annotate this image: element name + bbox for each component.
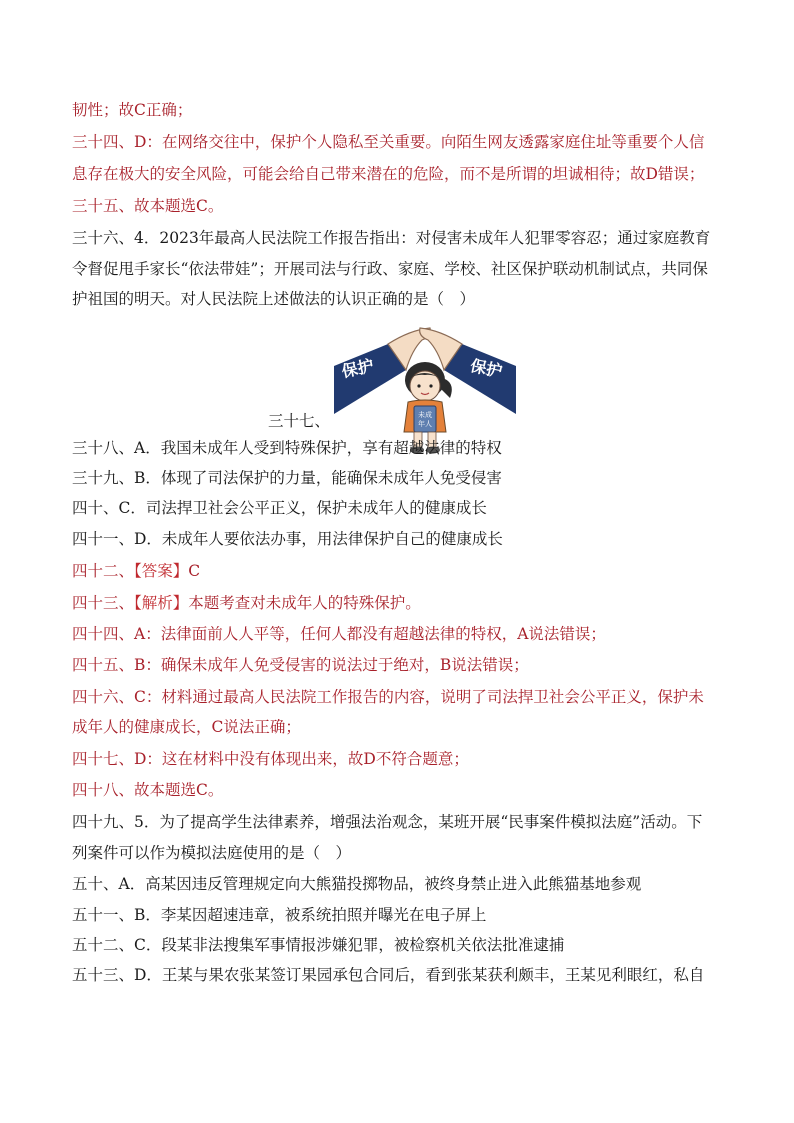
analysis-line: 四十七、D：这在材料中没有体现出来，故D不符合题意； [72, 750, 469, 768]
answer-value: C [188, 562, 201, 580]
option-b: 五十一、B．李某因超速违章，被系统拍照并曝光在电子屏上 [72, 906, 487, 924]
analysis-prefix: 四十三、 [72, 594, 135, 612]
answer-tag: 【答案】 [134, 562, 189, 580]
option-d: 五十三、D．王某与果农张某签订果园承包合同后，看到张某获利颇丰，王某见利眼红，私自 [72, 966, 705, 984]
right-protect-label: 保护 [468, 355, 504, 382]
option-d: 四十一、D．未成年人要依法办事，用法律保护自己的健康成长 [72, 530, 503, 548]
question-text: 四十九、5．为了提高学生法律素养，增强法治观念，某班开展“民事案件模拟法庭”活动。下 [72, 813, 703, 831]
left-protect-label: 保护 [340, 355, 376, 382]
apron-icon [414, 406, 436, 432]
question-text: 护祖国的明天。对人民法院上述做法的认识正确的是（ ） [72, 290, 476, 308]
question-text: 三十六、4．2023年最高人民法院工作报告指出：对侵害未成年人犯罪零容忍；通过家庭教育 [72, 229, 711, 247]
option-b: 三十九、B．体现了司法保护的力量，能确保未成年人免受侵害 [72, 469, 502, 487]
figure-caption: 三十七、 [268, 412, 331, 430]
answer-line [72, 561, 200, 581]
option-c: 四十、C．司法捍卫社会公平正义，保护未成年人的健康成长 [72, 499, 487, 517]
analysis-tag: 【解析】 [134, 594, 189, 612]
apron-label: 未成 [418, 411, 432, 419]
text-line: 息存在极大的安全风险，可能会给自己带来潜在的危险，而不是所谓的坦诚相待；故D错误； [72, 165, 705, 183]
protection-illustration [332, 322, 518, 456]
answer-prefix: 四十二、 [72, 562, 135, 580]
analysis-line: 四十八、故本题选C。 [72, 781, 224, 799]
analysis-line: 四十五、B：确保未成年人免受侵害的说法过于绝对，B说法错误； [72, 656, 529, 674]
question-text: 令督促甩手家长“依法带娃”；开展司法与行政、家庭、学校、社区保护联动机制试点，共同保 [72, 260, 708, 278]
option-a: 三十八、A．我国未成年人受到特殊保护，享有超越法律的特权 [72, 439, 502, 457]
text-line: 三十四、D：在网络交往中，保护个人隐私至关重要。向陌生网友透露家庭住址等重要个人信 [72, 133, 705, 151]
analysis-line: 成年人的健康成长，C说法正确； [72, 718, 301, 736]
text-line: 三十五、故本题选C。 [72, 197, 224, 215]
analysis-line: 四十六、C：材料通过最高人民法院工作报告的内容，说明了司法捍卫社会公平正义，保护未 [72, 688, 704, 706]
analysis-text: 本题考查对未成年人的特殊保护。 [188, 594, 421, 612]
option-a: 五十、A．高某因违反管理规定向大熊猫投掷物品，被终身禁止进入此熊猫基地参观 [72, 875, 642, 893]
text-line: 韧性；故C正确； [72, 101, 193, 119]
analysis-line: 四十四、A：法律面前人人平等，任何人都没有超越法律的特权，A说法错误； [72, 625, 606, 643]
protection-illustration-svg [332, 322, 518, 456]
apron-label: 年人 [418, 420, 432, 428]
analysis-line [72, 593, 421, 613]
option-c: 五十二、C．段某非法搜集军事情报涉嫌犯罪，被检察机关依法批准逮捕 [72, 936, 565, 954]
question-text: 列案件可以作为模拟法庭使用的是（ ） [72, 844, 352, 862]
